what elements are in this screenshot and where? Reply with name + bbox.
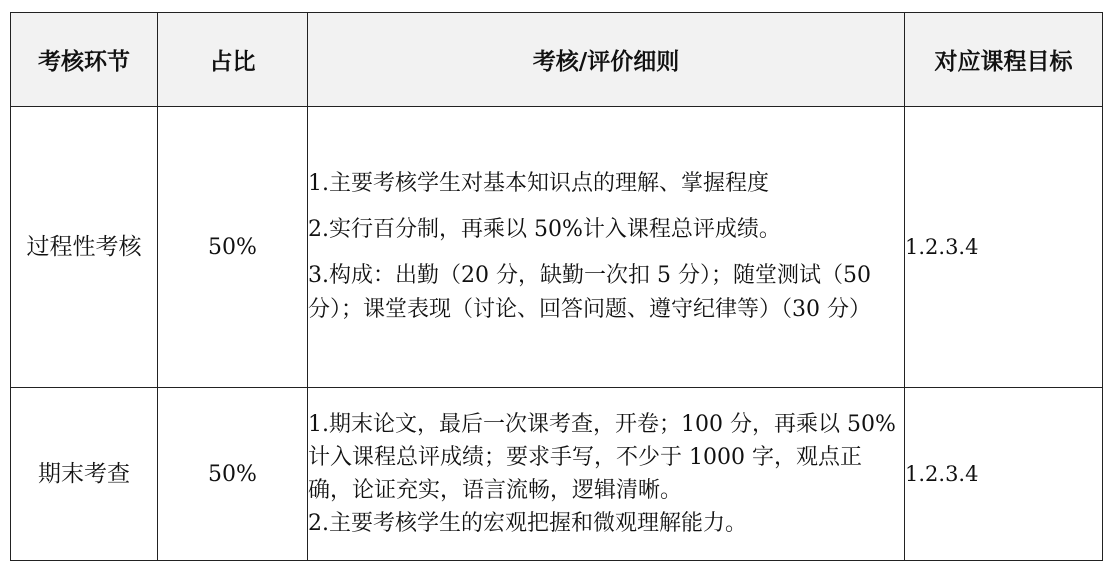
detail-item: 2.主要考核学生的宏观把握和微观理解能力。 bbox=[308, 511, 747, 536]
header-details: 考核/评价细则 bbox=[308, 13, 905, 107]
goals-cell: 1.2.3.4 bbox=[905, 107, 1103, 388]
details-cell bbox=[308, 107, 905, 388]
assessment-table bbox=[10, 12, 1103, 561]
ratio-cell: 50% bbox=[158, 107, 308, 388]
detail-item: 1.主要考核学生对基本知识点的理解、掌握程度 bbox=[308, 171, 769, 196]
stage-cell: 过程性考核 bbox=[11, 107, 158, 388]
detail-item: 3.构成：出勤（20 分，缺勤一次扣 5 分）；随堂测试（50 分）；课堂表现（讨论、回答问题、遵守纪律等）（30 分） bbox=[308, 263, 871, 322]
stage-cell: 期末考查 bbox=[11, 388, 158, 561]
table-row bbox=[11, 388, 1103, 561]
detail-item: 1.期末论文，最后一次课考查，开卷；100 分，再乘以 50%计入课程总评成绩；要求手写，不少于 1000 字，观点正确，论证充实，语言流畅，逻辑清晰。 bbox=[308, 412, 896, 503]
ratio-cell: 50% bbox=[158, 388, 308, 561]
detail-item: 2.实行百分制，再乘以 50%计入课程总评成绩。 bbox=[308, 217, 781, 242]
header-ratio: 占比 bbox=[158, 13, 308, 107]
details-cell bbox=[308, 388, 905, 561]
header-goals: 对应课程目标 bbox=[905, 13, 1103, 107]
table-row bbox=[11, 107, 1103, 388]
header-row bbox=[11, 13, 1103, 107]
header-stage: 考核环节 bbox=[11, 13, 158, 107]
goals-cell: 1.2.3.4 bbox=[905, 388, 1103, 561]
